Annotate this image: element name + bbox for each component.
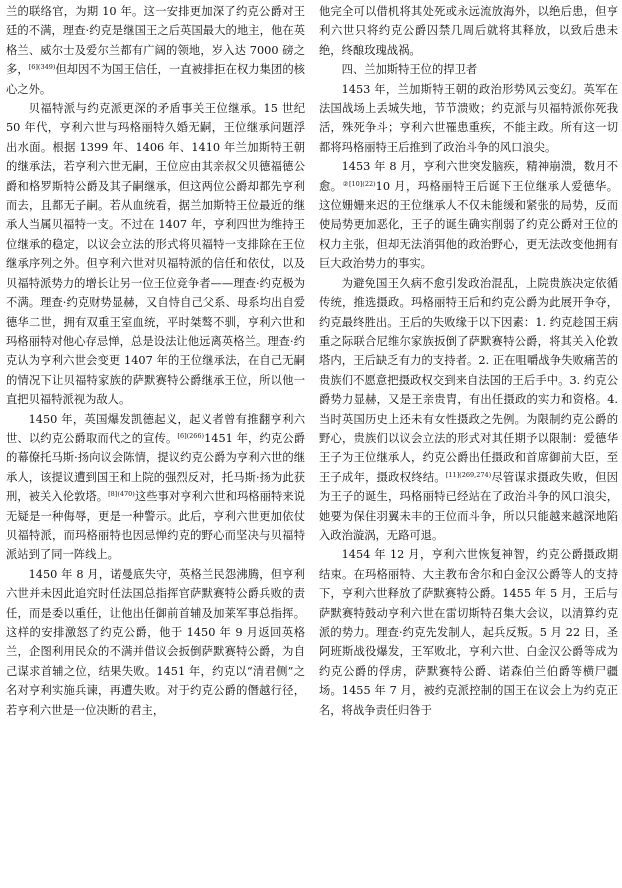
citation: [6](349) [28,63,56,72]
paragraph: 1453 年 8 月，亨利六世突发脑疾，精神崩溃，数月不愈。$^{②[10](22)}$10 月，玛格丽特王后诞下王位继承人爱德华。这位姗姗来迟的王位继承人不仅未能缓和紧张的局势，反而使局势更加恶化，王子的诞生确实削弱了约克公爵对王位的权力主张，但却无法消弭他的政治野心，更无法改变他拥有巨大政治势力的事实。 [319,160,618,271]
citation: [8](470) [108,490,135,499]
citation: ②[10](22) [342,179,376,188]
citation: [6](266) [177,431,205,440]
citation: [11](269,274) [445,470,492,479]
paragraph: 他完全可以借机将其处死或永远流放海外，以绝后患，但亨利六世只将约克公爵囚禁几周后就将其释放，以致后患未绝，终酿玫瑰战祸。 [319,5,618,57]
section-heading: 四、兰加斯特王位的捍卫者 [341,63,478,77]
paragraph: 1450 年，英国爆发凯德起义，起义者曾有推翻亨利六世、以约克公爵取而代之的宣传。$^{[6](266)}$1451 年，约克公爵的幕僚托马斯·扬向议会陈情，提议约克公爵为亨利六世的继承人，该提议遭到国王和上院的强烈反对，托马斯·扬为此获刑，被关入伦敦塔。$^{[8](470)}$这些事对亨利六世和玛格丽特来说无疑是一种侮辱，更是一种警示。此后，亨利六世更加依仗贝福特派，而玛格丽特也因忌惮约克的野心而坚决与贝福特派站到了同一阵线上。 [6,412,305,562]
left-column [6,2,305,888]
paragraph: 1453 年，兰加斯特王朝的政治形势风云变幻。英军在法国战场上丢城失地，节节溃败；约克派与贝福特派你死我活，殊死争斗；亨利六世罹患重疾，不能主政。所有这一切都将玛格丽特王后推到了政治斗争的风口浪尖。 [319,82,618,154]
paragraph: 兰的联络官，为期 10 年。这一安排更加深了约克公爵对王廷的不满，理查·约克是继国王之后英国最大的地主，他在英格兰、威尔士及爱尔兰都有广阔的领地，岁入达 7000 磅之多，$^{[6](349)}$但却因不为国王信任，一直被排拒在权力集团的核心之外。 [6,5,305,96]
paragraph: 1450 年 8 月，诺曼底失守，英格兰民怨沸腾，但亨利六世并未因此追究时任法国总指挥官萨默赛特公爵兵败的责任，而是委以重任，让他出任御前首辅及加莱军事总指挥。这样的安排激怒了约克公爵，他于 1450 年 9 月返回英格兰，企图利用民众的不满并借议会扳倒萨默赛特公爵，为自己谋求首辅之位，结果失败。1451 年，约克以“清君侧”之名对亨利实施兵谏，再遭失败。对于约克公爵的僭越行径，若亨利六世是一位决断的君主， [6,567,305,717]
right-column [319,2,618,888]
paragraph: 1454 年 12 月，亨利六世恢复神智，约克公爵摄政期结束。在玛格丽特、大主教布舍尔和白金汉公爵等人的支持下，亨利六世释放了萨默赛特公爵。1455 年 5 月，王后与萨默赛特鼓动亨利六世在雷切斯特召集大会议，以清算约克派的势力。理查·约克先发制人，起兵反叛。5 月 22 日，圣阿班斯战役爆发，王军败北，亨利六世、白金汉公爵等成为约克公爵的俘虏，萨默赛特公爵、诺森伯兰伯爵等横尸疆场。1455 年 7 月，被约克派控制的国王在议会上为约克正名，将战争责任归咎于 [319,548,618,717]
paragraph: 贝福特派与约克派更深的矛盾事关王位继承。15 世纪 50 年代，亨利六世与玛格丽特久婚无嗣，王位继承问题浮出水面。根据 1399 年、1406 年、1410 年兰加斯特王朝的继承法，若亨利六世无嗣，王位应由其亲叔父贝德福德公爵和格罗斯特公爵及其子嗣继承，但这两位公爵却都先亨利而去，且都无子嗣。若从血统看，据兰加斯特王位最近的继承人当属贝福特一支。不过在 1407 年，亨利四世为维持王位继承的稳定，以议会立法的形式将贝福特一支排除在王位继承序列之外。但亨利六世对贝福特派的信任和依仗，以及贝福特派势力的增长让另一位王位竞争者——理查·约克极为不满。理查·约克财势显赫，又自恃自己父系、母系均出自爱德华二世，拥有双重王室血统，平时桀骜不驯，亨利六世和玛格丽特对他心存忌惮，总是设法让他远离英格兰。理查·约克认为亨利六世会变更 1407 年的王位继承法，在自己无嗣的情况下让贝福特家族的萨默赛特公爵继承王位，所以他一直把贝福特派视为敌人。 [6,102,305,407]
paragraph: 为避免国王久病不愈引发政治混乱，上院贵族决定依循传统，推选摄政。玛格丽特王后和约克公爵为此展开争夺，约克最终胜出。王后的失败缘于以下因素：1. 约克趁国王病重之际联合尼维尔家族扳倒了萨默赛特公爵，将其关入伦敦塔内，王后缺乏有力的支持者。2. 正在咀嚼战争失败痛苦的贵族们不愿意把摄政权交到来自法国的王后手中。3. 约克公爵势力显赫，又是王亲贵胄，有出任摄政的实力和资格。4. 当时英国历史上还未有女性摄政之先例。为限制约克公爵的野心，贵族们以议会立法的形式对其任期予以限制：爱德华王子为王位继承人，约克公爵出任摄政和首席御前大臣，至王子成年，摄政权终结。$^{[11](269,274)}$尽管谋求摄政失败，但因为王子的诞生，玛格丽特已经站在了政治斗争的风口浪尖，她要为保住羽翼未丰的王位而斗争，所以只能越来越深地陷入政治漩涡，无路可退。 [319,276,618,542]
